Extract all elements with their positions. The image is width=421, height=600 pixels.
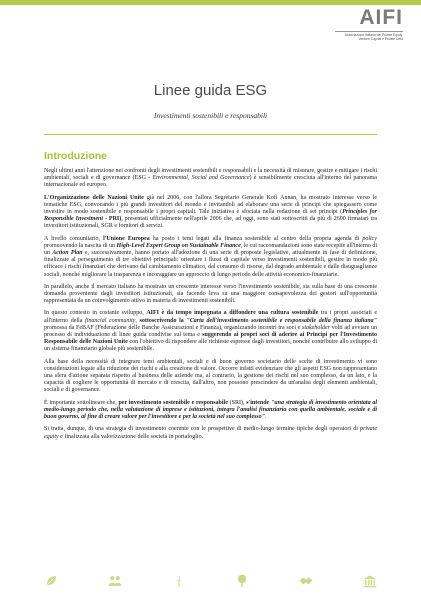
text-run: A livello comunitario, [44,235,104,242]
text-run: già nel 2006, con l'allora Segretario Generale Kofi Annan, ha mostrato interesse verso le tematiche ESG, convocando i più grandi investitori del mondo e invitandoli ad elaborare una serie di principi che spiegassero come investire in modo sostenibile e responsabile i propri capitali. Tale iniziativa è sfociata nella redazione di sei principi ( [44,194,377,216]
people-icon [108,574,122,588]
paragraph [44,236,377,279]
aifi-logo [335,7,403,41]
text-run: l'Unione Europea [103,235,150,242]
text-run: tra i propri associati e all'interno della [44,310,377,324]
document-subtitle: Investimenti sostenibili e responsabili [153,111,268,120]
text-run: AIFI è da tempo impegnata a diffondere una cultura sostenibile [146,310,319,317]
text-run: L'Organizzazione delle Nazioni Unite [44,194,144,201]
text-run: ha posto i temi legati alla finanza sostenibile al centro della propria agenda di [149,235,363,242]
paragraph [44,310,377,353]
bottom-icon-row [44,574,377,588]
text-run: In parallelo, anche il mercato italiano ha mostrato un crescente interesse verso l'investimento sostenibile, sia sulla base di una crescente domanda proveniente dagli investitori istituzionali, sia facendo leva su una maggiore consapevolezza dei gestori sull'opportunità rappresentata da un coinvolgimento attivo in materia di investimenti sostenibili. [44,283,377,305]
text-run: promuovendo la nascita di un [44,242,117,249]
body-text [44,168,377,446]
paragraph [44,168,377,190]
text-run: policy [362,235,377,242]
document-title: Linee guida ESG [153,82,268,99]
wind-turbine-icon [172,574,186,588]
text-run: private equity [44,426,377,440]
text-run: , [135,317,140,324]
leaf-icon [44,574,58,588]
logo-subtitle-line-1: Associazione Italiana del Private Equity, [344,33,403,37]
text-run: - PRI) [102,216,122,223]
text-run: Environmental, Social and Governance [152,175,250,182]
tree-icon [235,574,249,588]
text-run: In questo contesto in costante sviluppo, [44,310,147,317]
text-run: volti ad avviare un processo di individuazione di linee guida condivise sul tema e [44,324,377,339]
text-run: s'intende [246,399,270,406]
top-accent-bar [0,0,421,5]
text-run: sottoscrivendo la [139,317,187,324]
text-run: Si tratta, dunque, di una strategia di investimento coerente con le prospettive di medio-lungo termine tipiche degli operatori di [44,426,360,433]
text-run: financial community [85,317,136,324]
text-run: "Carta dell'investimento sostenibile e responsabile della finanza italiana" [186,317,378,324]
text-run: e finalizzata alla valorizzazione delle società in portafoglio. [58,433,204,440]
text-run: , presentati ufficialmente nell'aprile 2006 che, ad oggi, sono stati sottoscritti da più di 2600 firmatari tra investitori istituzionali, SGR e fornitori di servizi. [44,216,377,230]
text-run: Negli ultimi anni l'attenzione nei confronti degli investimenti sostenibili e responsabili e la necessità di misurare, gestire e mitigare i rischi ambientali, sociali e di governance (ESG - [44,168,377,182]
text-run: e, successivamente, hanno portato all'adozione di una serie di proposte legislative, attualmente in fase di definizione, finalizzate al perseguimento di tre obiettivi principali: orientare i flussi di capitale verso investimenti sostenibili, gestire in modo più efficace i rischi finanziari che derivano dal cambiamento climatico, dal consumo di risorse, dal degrado ambientale e dalle disuguaglianze sociali, nonché migliorare la trasparenza e incoraggiare un approccio di lungo periodo delle attività economico-finanziarie. [44,250,377,278]
title-divider [44,134,377,135]
text-run: Action Plan [52,250,83,257]
text-run: promossa da FeBAF (Federazione delle Banche Assicurazioni e Finanza), organizzando incontri tra soci e [44,324,302,331]
text-run: suggerendo ai propri soci di aderire ai Principi per l'Investimento Responsabile delle Nazioni Unite [44,332,377,346]
text-run: stakeholder [302,324,330,331]
text-run: "una strategia di investimento orientata al medio-lungo periodo che, nella valutazione di imprese e istituzioni, integra l'analisi finanziaria con quella ambientale, sociale e di buon governo, al fine di creare valore per l'investitore e per la società nel suo complesso" [44,399,378,421]
text-run: High-Level Expert Group on Sustainable Finance [116,242,241,249]
text-run: Alla base della necessità di integrare temi ambientali, sociali e di buon governo societario delle scelte di investimento vi sono considerazioni legate alla riduzione dei rischi e alla creazione di valore. Occorre infatti evidenziare che gli aspetti ESG non rappresentano una sfera d'azione separata rispetto al business delle aziende ma, al contrario, la gestione dei rischi nel suo complesso, da un lato, e la capacità di cogliere le opportunità di mercato e di crescita, dall'altro, non possono prescindere da un'analisi degli elementi ambientali, sociali e di governance. [44,358,377,394]
text-run: per investimento sostenibile e responsabile [118,399,228,406]
text-run: Principles for Responsible Investment [44,209,377,223]
text-run: (SRI), [227,399,247,406]
paragraph [44,195,377,231]
text-run: . [264,414,267,421]
paragraph [44,359,377,395]
bank-icon [363,574,377,588]
logo-divider [335,31,403,32]
logo-subtitle-line-2: Venture Capital e Private Debt [358,37,403,42]
text-run: È importante sottolineare che, [44,399,119,406]
logo-wordmark: AIFI [359,6,403,29]
paragraph [44,426,377,440]
handshake-icon [299,574,313,588]
text-run: , le cui raccomandazioni sono state recepite all'interno di un [44,242,377,257]
text-run: con l'obiettivo di rispondere alle richieste espresse dagli investitori, nonché contribuire allo sviluppo di un sistema finanziario globale più sostenibile. [44,339,377,353]
section-title: Introduzione [44,150,107,162]
text-run: ) è sensibilmente cresciuta all'interno del panorama internazionale ed europeo. [44,175,377,189]
paragraph [44,284,377,306]
paragraph [44,400,377,422]
